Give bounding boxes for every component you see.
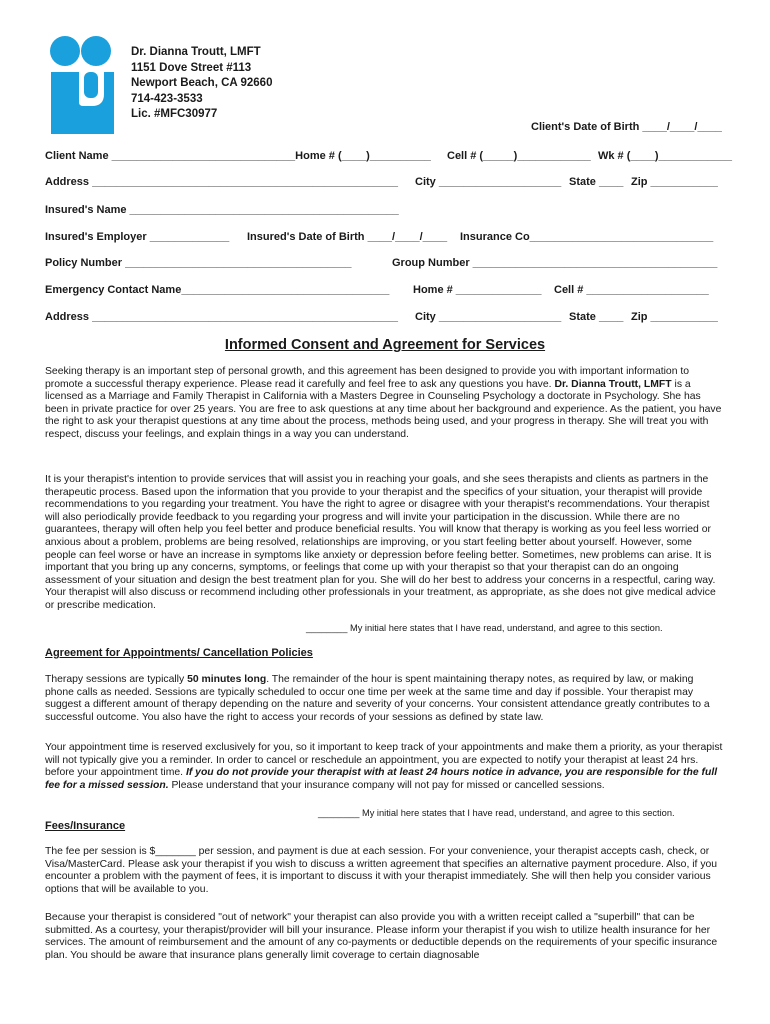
- cancellation-warning: If you do not provide your therapist with at least 24 hours notice in advance, you are responsible for the full fee for a missed session.: [45, 767, 718, 791]
- appointments-paragraph: [45, 674, 725, 724]
- fees-heading: Fees/Insurance: [45, 820, 126, 832]
- initial-line-2[interactable]: ________ My initial here states that I have read, understand, and agree to this section.: [318, 808, 675, 818]
- cancellation-text-a: Your appointment time is reserved exclusively for you, so it important to keep track of your appointments and make them a priority, as your therapist will not typically give you a reminder. In order to cancel or reschedule an appointment, you are expected to notify your therapist at least 24 hrs. before your appointment time.: [45, 742, 723, 779]
- city-field[interactable]: City ____________________: [415, 176, 562, 188]
- client-name-field[interactable]: Client Name ______________________________Home # (____)__________: [45, 150, 431, 162]
- emergency-zip-field[interactable]: Zip ___________: [631, 311, 718, 323]
- emergency-city-field[interactable]: City ____________________: [415, 311, 562, 323]
- cell-field[interactable]: Cell # (_____)____________: [447, 150, 591, 162]
- insured-dob-field[interactable]: Insured's Date of Birth ____/____/____: [247, 231, 448, 243]
- provider-name-inline: Dr. Dianna Troutt, LMFT: [554, 378, 672, 390]
- session-length: 50 minutes long: [187, 674, 267, 685]
- initial-line-1[interactable]: ________ My initial here states that I have read, understand, and agree to this section.: [306, 623, 663, 633]
- intro-text: Seeking therapy is an important step of personal growth, and this agreement has been designed to provide you with important information to promote a successful therapy experience. Please read it carefully and feel free to ask any questions you have.: [45, 366, 690, 390]
- insured-employer-field[interactable]: Insured's Employer _____________: [45, 231, 230, 243]
- provider-city: Newport Beach, CA 92660: [131, 77, 273, 89]
- emergency-home-field[interactable]: Home # ______________: [413, 284, 542, 296]
- fees-paragraph: [45, 846, 725, 896]
- sessions-text-a: Therapy sessions are typically: [45, 674, 188, 685]
- superbill-text: Because your therapist is considered "out of network" your therapist can also provide you with a written receipt called a "superbill" that can be submitted. As a courtesy, your therapist/provider will bill your insurance. Please inform your therapist if you wish to utilize health insurance for her services. The amount of reimbursement and the amount of any co-payments or deductible depends on the requirements of your specific insurance plan. You should be aware that insurance plans generally limit coverage to certain diagnosable: [45, 912, 718, 961]
- cancellation-text-b: Please understand that your insurance company will not pay for missed or cancelled sessions.: [168, 779, 605, 791]
- insured-name-field[interactable]: Insured's Name ____________________________________________: [45, 204, 399, 216]
- zip-field[interactable]: Zip ___________: [631, 176, 718, 188]
- address-field[interactable]: Address __________________________________________________: [45, 176, 398, 188]
- sessions-text-b: . The remainder of the hour is spent maintaining therapy notes, as required by law, or making phone calls as needed. Sessions are typically scheduled to occur one time per week at the same time and day if possible. Your therapist may suggest a different amount of therapy depending on the nature and severity of your concerns. Your consistent attendance greatly contributes to a successful outcome. You also have the right to access your records of your sessions as defined by state law.: [45, 674, 710, 723]
- client-dob-field[interactable]: Client's Date of Birth ____/____/____: [531, 121, 722, 133]
- emergency-contact-field[interactable]: Emergency Contact Name__________________________________: [45, 284, 390, 296]
- services-paragraph: [45, 474, 725, 613]
- group-number-field[interactable]: Group Number ________________________________________: [392, 257, 718, 269]
- fees-text: The fee per session is $_______ per session, and payment is due at each session. For your convenience, your therapist accepts cash, check, or Visa/MasterCard. Please ask your therapist if you wish to discuss a written agreement that specifies an alternative payment procedure. Also, if you encounter a problem with the payment of fees, it is important to discuss it with your therapist immediately. She will then help you consider various options that will be available to you.: [45, 846, 718, 895]
- work-phone-field[interactable]: Wk # (____)____________: [598, 150, 732, 162]
- provider-street: 1151 Dove Street #113: [131, 61, 252, 74]
- state-field[interactable]: State ____: [569, 176, 624, 188]
- document-title: Informed Consent and Agreement for Services: [224, 337, 546, 353]
- provider-header: [131, 45, 272, 123]
- superbill-paragraph: [45, 912, 725, 962]
- policy-number-field[interactable]: Policy Number _____________________________________: [45, 257, 352, 269]
- appointments-heading: Agreement for Appointments/ Cancellation Policies: [45, 647, 313, 659]
- provider-phone: 714-423-3533: [131, 92, 203, 105]
- intro-paragraph: [45, 366, 725, 442]
- emergency-address-field[interactable]: Address __________________________________________________: [45, 311, 398, 323]
- insurance-co-field[interactable]: Insurance Co______________________________: [460, 231, 714, 243]
- provider-license: Lic. #MFC30977: [131, 108, 218, 120]
- cancellation-paragraph: [45, 742, 725, 792]
- logo-figures: [50, 36, 114, 134]
- emergency-state-field[interactable]: State ____: [569, 311, 624, 323]
- emergency-cell-field[interactable]: Cell # ____________________: [554, 284, 709, 296]
- services-text: It is your therapist's intention to provide services that will assist you in reaching your goals, and she sees therapists and clients as partners in the therapeutic process. Based upon the information that you provide to your therapist and the specifics of your situation, your therapist will provide recommendations to you regarding your treatment. You have the right to agree or disagree with your therapist's recommendations. Your therapist will also periodically provide feedback to you regarding your progress and will invite your participation in the discussion. While there are no guarantees, therapy will often help you feel better and produce beneficial results. You will know that therapy is working as you feel less worried or anxious about a problem, problems are being resolved, relationships are improving, or you start feeling better about yourself. However, some people can feel worse or have an increase in symptoms like anxiety or depression before feeling better. Sometimes, new problems can arise. It is important that you bring up any concerns, symptoms, or feelings that come up with your therapist so that your therapist can do an ongoing assessment of your situation and design the best treatment plan for you. She will do her best to address your concerns in a respectful, caring way. Your therapist will also discuss or recommend including other professionals in your treatment, as appropriate, as she does not give medical advice or prescribe medication.: [45, 474, 716, 611]
- intro-rest: is a licensed as a Marriage and Family Therapist in California with a Masters Degree in Counseling Psychology a doctorate in Psychology. She has been in private practice for over 25 years. You are free to ask questions at any time about her background and experience. As the patient, you have the right to ask your therapist questions at any time about the process, methods being used, and your progress in therapy. She will treat you with respect, discuss your feelings, and explain things in a way you can understand.: [45, 378, 722, 440]
- practice-logo: [48, 36, 114, 134]
- provider-name: Dr. Dianna Troutt, LMFT: [131, 46, 261, 58]
